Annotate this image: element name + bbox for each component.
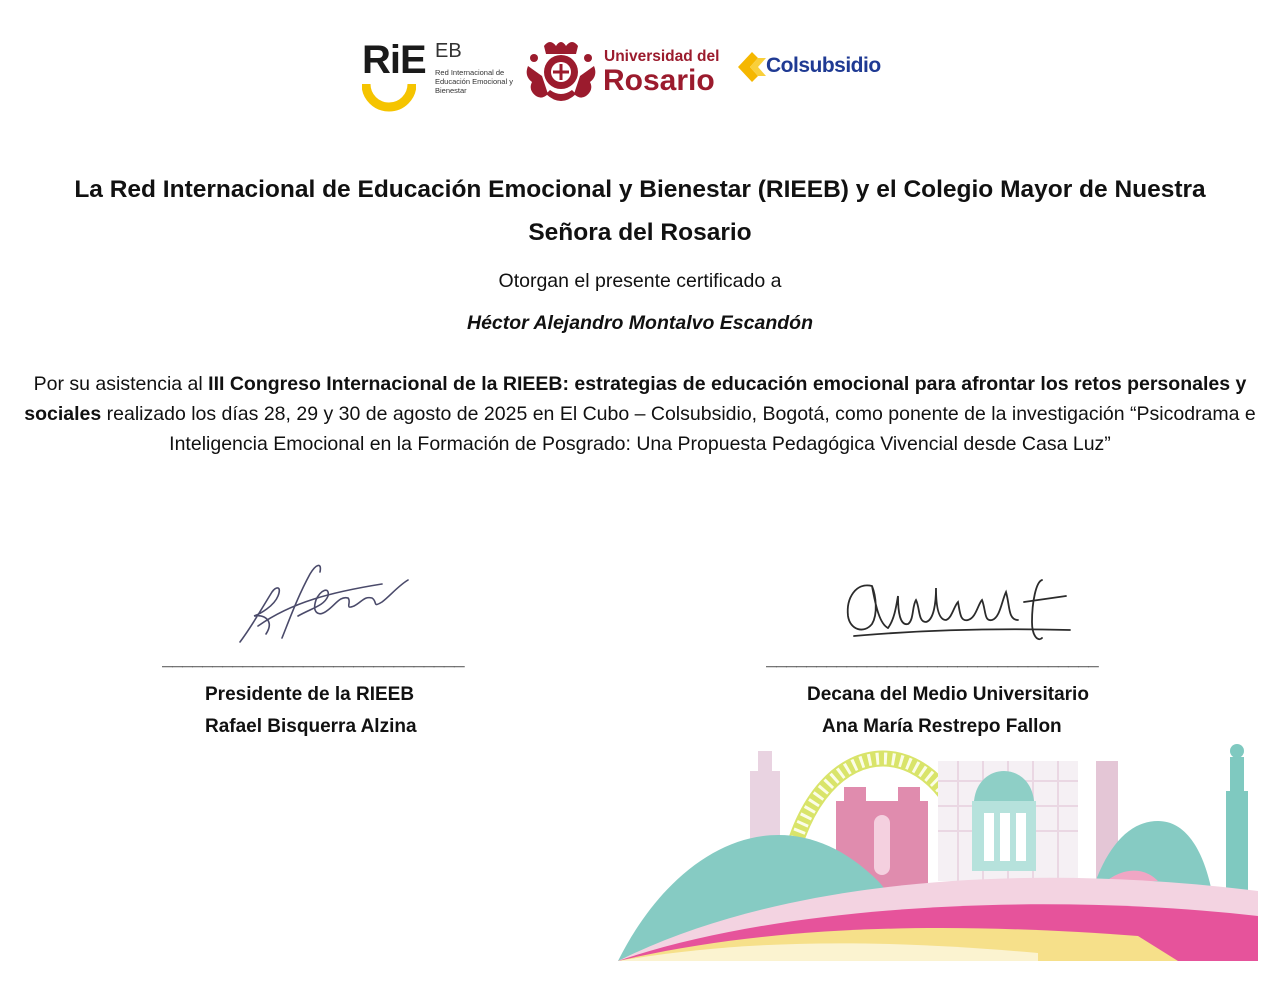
rieeb-logo	[360, 38, 520, 118]
rieeb-logo-eb: EB	[435, 40, 462, 62]
dean-name: Ana María Restrepo Fallon	[822, 716, 1062, 737]
rieeb-arc-icon	[362, 80, 416, 114]
signature-dean-icon	[842, 572, 1074, 648]
recipient-name: Héctor Alejandro Montalvo Escandón	[467, 312, 813, 334]
dean-role: Decana del Medio Universitario	[807, 684, 1089, 705]
grant-text: Otorgan el presente certificado a	[498, 270, 782, 292]
body-details: realizado los días 28, 29 y 30 de agosto de 2025 en El Cubo – Colsubsidio, Bogotá, como ponente de la investigación “Psicodrama e Inteligencia Emocional en la Formación de Posgrado: Una Propuesta Pedagógica Vivencial desde Casa Luz”	[101, 403, 1256, 455]
certificate-heading: La Red Internacional de Educación Emocional y Bienestar (RIEEB) y el Colegio Mayor de Nuestra Señora del Rosario	[74, 176, 1206, 246]
signature-line-dean: _________________________________	[766, 649, 1099, 670]
colsubsidio-mark-icon	[736, 50, 770, 84]
city-skyline-illustration	[618, 731, 1258, 961]
rosario-logo-line1: Universidad del	[604, 48, 720, 65]
colsubsidio-logo-text: Colsubsidio	[766, 54, 881, 77]
president-role: Presidente de la RIEEB	[205, 684, 415, 705]
president-name: Rafael Bisquerra Alzina	[205, 716, 417, 737]
rosario-seal-icon	[524, 36, 598, 108]
rieeb-logo-mark: RiE	[362, 38, 426, 82]
signature-president-icon	[232, 556, 414, 648]
certificate-body	[22, 369, 1258, 459]
signature-line-president: ______________________________	[162, 649, 465, 670]
rosario-logo-line2: Rosario	[603, 64, 715, 97]
universidad-rosario-logo	[524, 36, 724, 106]
colsubsidio-logo	[736, 48, 916, 88]
rieeb-logo-subtitle: Red Internacional de Educación Emocional y Bienestar	[435, 68, 513, 95]
body-intro: Por su asistencia al	[33, 373, 209, 395]
event-name: III Congreso Internacional de la RIEEB: estrategias de educación emocional para afrontar los retos personales y sociales	[24, 373, 1247, 425]
